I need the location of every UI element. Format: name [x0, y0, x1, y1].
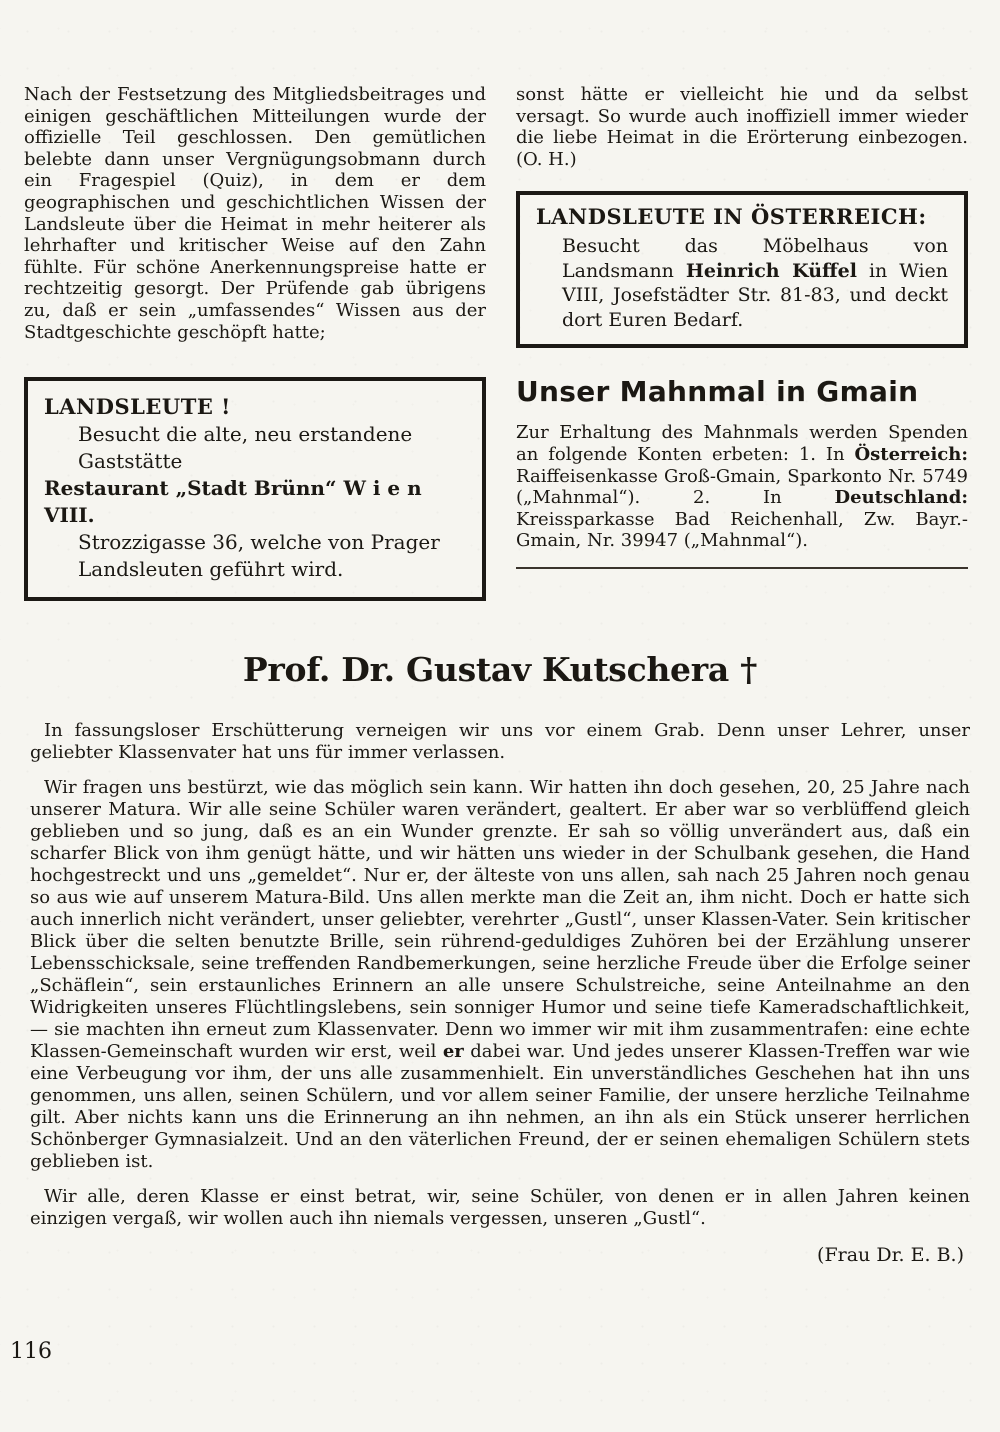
right-column: [516, 84, 968, 569]
mahnmal-paragraph: [516, 422, 968, 552]
moebelhaus-ad-box: [516, 191, 968, 348]
obituary-section: [30, 650, 970, 1266]
right-column-paragraph: sonst hätte er vielleicht hie und da selbst versagt. So wurde auch inoffiziell immer wieder die liebe Heimat in die Erörterung einbezogen. (O. H.): [516, 84, 968, 170]
left-column: [24, 84, 486, 601]
mahnmal-text: Raiffeisenkasse Groß-Gmain, Sparkonto Nr. 5749 („Mahnmal“). 2. In: [516, 465, 968, 509]
mahnmal-heading: Unser Mahnmal in Gmain: [516, 375, 919, 409]
moebelhaus-ad-body: [562, 234, 948, 332]
obituary-text: dabei war. Und jedes unserer Klassen-Treffen war wie eine Verbeugung vor ihm, der uns alle zusammenhielt. Ein unverständliches Geschehen hat ihn uns genommen, uns allen, seinen Schülern, und vor allem seiner Familie, der unsere herzliche Teilnahme gilt. Aber nichts kann uns die Erinnerung an ihn nehmen, an ihn als ein Stück unserer herrlichen Schönberger Gymnasialzeit. Und an den väterlichen Freund, der er seinen ehemaligen Schülern stets geblieben ist.: [30, 1041, 970, 1172]
restaurant-ad-line: Besucht die alte, neu erstandene: [78, 422, 413, 447]
obituary-emphasis: er: [442, 1041, 464, 1062]
restaurant-ad-line: Gaststätte: [78, 449, 183, 474]
mahnmal-country-germany: Deutschland:: [834, 487, 968, 509]
ad-body-name: Heinrich Küffel: [685, 259, 857, 282]
obituary-paragraph-3: Wir alle, deren Klasse er einst betrat, wir, seine Schüler, von denen er in allen Jahren keinen einzigen vergaß, wir wollen auch ihn niemals vergessen, unseren „Gustl“.: [30, 1186, 970, 1229]
obituary-text: Wir fragen uns bestürzt, wie das möglich sein kann. Wir hatten ihn doch gesehen, 20, 25 Jahre nach unserer Matura. Wir alle seine Schüler waren verändert, gealtert. Er aber war so verblüffend gleich geblieben und so jung, daß es an ein Wunder grenzte. Er sah so völlig unverändert aus, daß ein scharfer Blick von ihm genügt hätte, und wir hätten uns wieder in der Schulbank gesehen, die Hand hochgestreckt und uns „gemeldet“. Nur er, der älteste von uns allen, sah nach 25 Jahren noch genau so aus wie auf unserem Matura-Bild. Uns allen merkte man die Zeit an, ihm nicht. Doch er hatte sich auch innerlich nicht verändert, unser geliebter, verehrter „Gustl“, unser Klassen-Vater. Sein kritischer Blick über die selten benutzte Brille, sein rührend-geduldiges Zuhören bei der Erzählung unserer Lebensschicksale, seine treffenden Randbemerkungen, seine herzliche Freude über die Erfolge seiner „Schäflein“, sein erstaunliches Erinnern an alle unsere Schulstreiche, seine Anteilnahme an den Widrigkeiten unseres Flüchtlingslebens, sein sonniger Humor und seine tiefe Kameradschaftlichkeit, — sie machten ihn erneut zum Klassenvater. Denn wo immer wir mit ihm zusammentrafen: eine echte Klassen-Gemeinschaft wurden wir erst, weil: [30, 777, 970, 1062]
left-column-paragraph: Nach der Festsetzung des Mitgliedsbeitrages und einigen geschäftlichen Mitteilungen wurde der offizielle Teil geschlossen. Den gemütlichen belebte dann unser Vergnügungsobmann durch ein Fragespiel (Quiz), in dem er dem geographischen und geschichtlichen Wissen der Landsleute über die Heimat in mehr heiterer als lehrhafter und kritischer Weise auf den Zahn fühlte. Für schöne Anerkennungspreise hatte er rechtzeitig gesorgt. Der Prüfende gab übrigens zu, daß er sein „umfassendes“ Wissen aus der Stadtgeschichte geschöpft hatte;: [24, 84, 486, 343]
section-divider: [516, 567, 968, 569]
obituary-paragraph-1: In fassungsloser Erschütterung verneigen wir uns vor einem Grab. Denn unser Lehrer, unser geliebter Klassenvater hat uns für immer verlassen.: [30, 720, 970, 763]
restaurant-ad-title: LANDSLEUTE !: [44, 394, 231, 420]
restaurant-ad-line: Landsleuten geführt wird.: [78, 557, 344, 582]
mahnmal-text: Kreissparkasse Bad Reichenhall, Zw. Bayr.-Gmain, Nr. 39947 („Mahnmal“).: [516, 508, 968, 552]
obituary-heading: [30, 650, 970, 690]
mahnmal-text: Zur Erhaltung des Mahnmals werden Spenden an folgende Konten erbeten: 1. In: [516, 422, 968, 465]
ad-body-text: in Wien VIII, Josefstädter Str. 81-83, und deckt dort Euren Bedarf.: [562, 259, 949, 331]
restaurant-ad-line: Strozzigasse 36, welche von Prager: [78, 530, 440, 555]
mahnmal-country-austria: Österreich:: [854, 443, 968, 465]
obituary-name: Prof. Dr. Gustav Kutschera: [242, 650, 729, 689]
ad-body-text: Besucht das Möbelhaus von Landsmann: [562, 235, 948, 282]
cross-icon: †: [740, 650, 758, 689]
restaurant-ad-name: Restaurant „Stadt Brünn“ W i e n VIII.: [44, 476, 422, 528]
moebelhaus-ad-title: LANDSLEUTE IN ÖSTERREICH:: [536, 204, 927, 230]
obituary-signature: (Frau Dr. E. B.): [817, 1244, 964, 1266]
page-number: 116: [10, 1339, 52, 1364]
obituary-paragraph-2: [30, 777, 970, 1173]
restaurant-ad-box: [24, 377, 486, 601]
